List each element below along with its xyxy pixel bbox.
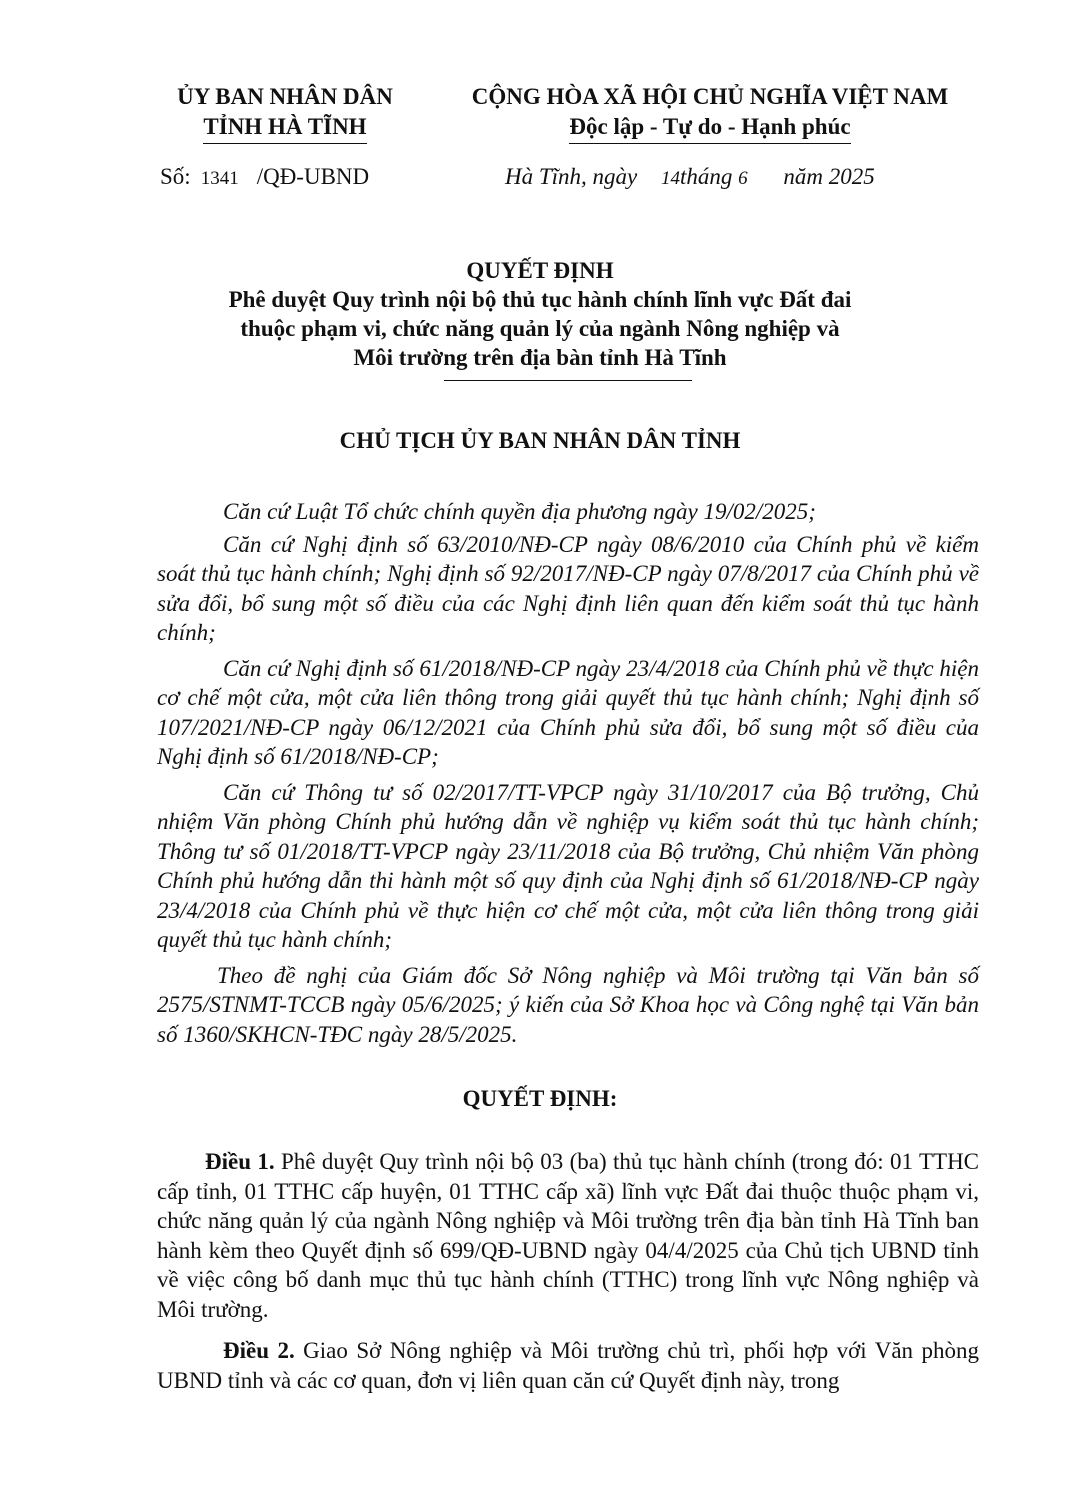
articles: [157, 1147, 979, 1395]
doc-number-prefix: Số:: [160, 164, 191, 189]
article-1-text: Phê duyệt Quy trình nội bộ 03 (ba) thủ tục hành chính (trong đó: 01 TTHC cấp tỉnh, 01 TTHC cấp huyện, 01 TTHC cấp xã) lĩnh vực Đất đai thuộc thuộc phạm vi, chức năng quản lý của ngành Nông nghiệp và Môi trường trên địa bàn tỉnh Hà Tĩnh ban hành kèm theo Quyết định số 699/QĐ-UBND ngày 04/4/2025 của Chủ tịch UBND tỉnh về việc công bố danh mục thủ tục hành chính (TTHC) trong lĩnh vực Nông nghiệp và Môi trường.: [157, 1149, 980, 1322]
issuing-agency: [120, 82, 450, 144]
doc-number-value: 1341: [200, 168, 239, 189]
article-2-text: Giao Sở Nông nghiệp và Môi trường chủ trì, phối hợp với Văn phòng UBND tỉnh và các cơ quan, đơn vị liên quan căn cứ Quyết định này, trong: [157, 1338, 979, 1393]
nation-name: CỘNG HÒA XÃ HỘI CHỦ NGHĨA VIỆT NAM: [471, 84, 949, 109]
preamble-basis-2: Căn cứ Nghị định số 63/2010/NĐ-CP ngày 08/6/2010 của Chính phủ về kiểm soát thủ tục hành chính; Nghị định số 92/2017/NĐ-CP ngày 07/8/2017 của Chính phủ về sửa đổi, bổ sung một số điều của các Nghị định liên quan đến kiểm soát thủ tục hành chính;: [157, 531, 979, 645]
doc-number-suffix: /QĐ-UBND: [256, 164, 370, 189]
title-line-2: thuộc phạm vi, chức năng quản lý của ngành Nông nghiệp và: [240, 316, 840, 341]
article-1: [157, 1147, 979, 1324]
preamble-basis-3: Căn cứ Nghị định số 61/2018/NĐ-CP ngày 23/4/2018 của Chính phủ về thực hiện cơ chế một cửa, một cửa liên thông trong giải quyết thủ tục hành chính; Nghị định số 107/2021/NĐ-CP ngày 06/12/2021 của Chính phủ sửa đổi, bổ sung một số điều của Nghị định số 61/2018/NĐ-CP;: [157, 655, 979, 769]
article-1-label: Điều 1.: [205, 1149, 275, 1174]
agency-line-2: TỈNH HÀ TĨNH: [203, 112, 366, 144]
place-date: [505, 164, 875, 190]
issuing-authority: CHỦ TỊCH ỦY BAN NHÂN DÂN TỈNH: [339, 428, 741, 453]
title-line-3: Môi trường trên địa bàn tỉnh Hà Tĩnh: [353, 345, 727, 370]
document-title: [130, 256, 950, 372]
decision-heading: QUYẾT ĐỊNH:: [462, 1086, 618, 1111]
document-type: QUYẾT ĐỊNH: [466, 258, 614, 283]
preamble-basis-1: Căn cứ Luật Tổ chức chính quyền địa phương ngày 19/02/2025;: [223, 499, 816, 524]
agency-line-1: ỦY BAN NHÂN DÂN: [177, 84, 393, 109]
date-year: năm 2025: [783, 164, 875, 189]
article-2: [157, 1336, 979, 1395]
title-divider: [444, 380, 692, 381]
document-number: [160, 164, 369, 190]
article-2-label: Điều 2.: [223, 1338, 295, 1363]
date-day: 14: [661, 168, 680, 189]
date-prefix: Hà Tĩnh, ngày: [505, 164, 638, 189]
preamble-basis-4: Căn cứ Thông tư số 02/2017/TT-VPCP ngày 31/10/2017 của Bộ trưởng, Chủ nhiệm Văn phòng Chính phủ hướng dẫn về nghiệp vụ kiểm soát thủ tục hành chính; Thông tư số 01/2018/TT-VPCP ngày 23/11/2018 của Bộ trưởng, Chủ nhiệm Văn phòng Chính phủ hướng dẫn thi hành một số quy định của Nghị định số 61/2018/NĐ-CP ngày 23/4/2018 của Chính phủ về thực hiện cơ chế một cửa, một cửa liên thông trong giải quyết thủ tục hành chính;: [157, 779, 979, 952]
preamble-proposal: Theo đề nghị của Giám đốc Sở Nông nghiệp và Môi trường tại Văn bản số 2575/STNMT-TCCB ngày 05/6/2025; ý kiến của Sở Khoa học và Công nghệ tại Văn bản số 1360/SKHCN-TĐC ngày 28/5/2025.: [157, 962, 979, 1047]
preamble: [157, 497, 979, 1049]
date-month-label: tháng: [680, 164, 733, 189]
nation-motto: Độc lập - Tự do - Hạnh phúc: [569, 112, 850, 144]
national-motto: [440, 82, 980, 144]
date-month: 6: [738, 168, 748, 189]
title-line-1: Phê duyệt Quy trình nội bộ thủ tục hành chính lĩnh vực Đất đai: [228, 287, 852, 312]
